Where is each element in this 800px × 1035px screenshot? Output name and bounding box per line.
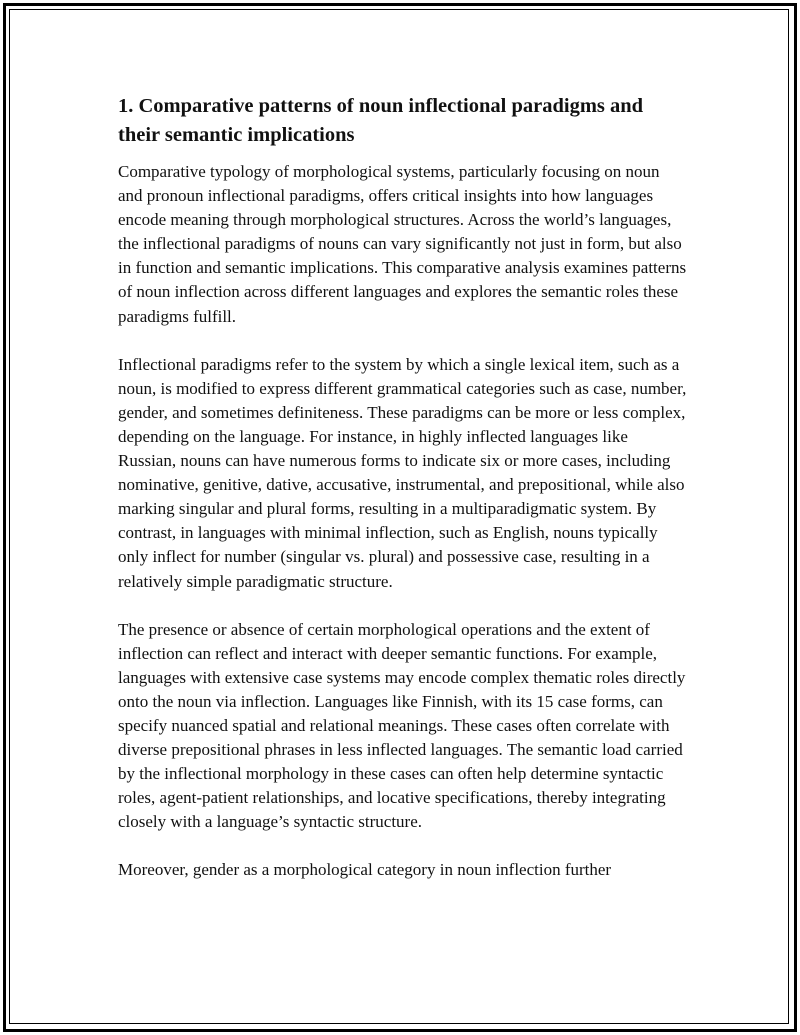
document-body xyxy=(118,92,688,907)
paragraph-3: The presence or absence of certain morphological operations and the extent of inflection can reflect and interact with deeper semantic functions. For example, languages with extensive case systems may encode complex thematic roles directly onto the noun via inflection. Languages like Finnish, with its 15 case forms, can specify nuanced spatial and relational meanings. These cases often correlate with diverse prepositional phrases in less inflected languages. The semantic load carried by the inflectional morphology in these cases can often help determine syntactic roles, agent-patient relationships, and locative specifications, thereby integrating closely with a language’s syntactic structure. xyxy=(118,619,686,832)
section-title: 1. Comparative patterns of noun inflectional paradigms and their semantic implications xyxy=(118,95,644,146)
paragraph-4: Moreover, gender as a morphological category in noun inflection further xyxy=(118,860,612,880)
paragraph-1: Comparative typology of morphological systems, particularly focusing on noun and pronoun inflectional paradigms, offers critical insights into how languages encode meaning through morphological structures. Across the world’s languages, the inflectional paradigms of nouns can vary significantly not just in form, but also in function and semantic implications. This comparative analysis examines patterns of noun inflection across different languages and explores the semantic roles these paradigms fulfill. xyxy=(118,162,687,326)
paragraph-2: Inflectional paradigms refer to the system by which a single lexical item, such as a noun, is modified to express different grammatical categories such as case, number, gender, and sometimes definiteness. These paradigms can be more or less complex, depending on the language. For instance, in highly inflected languages like Russian, nouns can have numerous forms to indicate six or more cases, including nominative, genitive, dative, accusative, instrumental, and prepositional, while also marking singular and plural forms, resulting in a multiparadigmatic system. By contrast, in languages with minimal inflection, such as English, nouns typically only inflect for number (singular vs. plural) and possessive case, resulting in a relatively simple paradigmatic structure. xyxy=(118,354,687,591)
